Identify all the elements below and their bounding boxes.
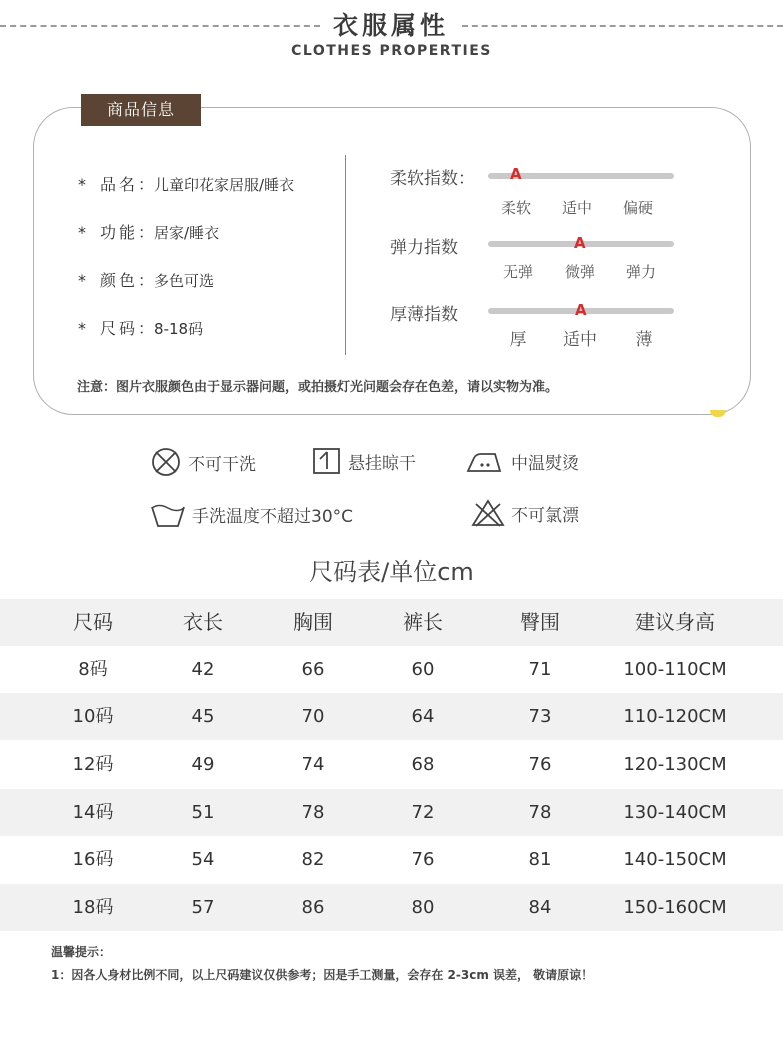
hip-cell: 76	[528, 754, 552, 775]
height-cell: 100-110CM	[623, 659, 727, 680]
hip-cell: 78	[528, 802, 552, 823]
column-header: 臀围	[520, 610, 560, 634]
hip-cell: 71	[528, 659, 552, 680]
thickness-option: 薄	[635, 330, 653, 350]
length-cell: 49	[191, 754, 215, 775]
no-dry-clean-icon	[150, 446, 182, 478]
softness-option: 偏硬	[622, 199, 653, 217]
product-info-tag: 商品信息	[81, 94, 201, 126]
height-cell: 120-130CM	[623, 754, 727, 775]
softness-option: 适中	[561, 199, 592, 217]
decorative-dot	[710, 410, 726, 417]
thickness-label: 厚薄指数	[390, 305, 458, 325]
column-header: 裤长	[403, 610, 443, 634]
column-header: 衣长	[183, 610, 223, 634]
chest-cell: 82	[301, 849, 325, 870]
pants-length-cell: 72	[411, 802, 435, 823]
tips-title: 温馨提示：	[51, 945, 112, 959]
pants-length-cell: 64	[411, 706, 435, 727]
table-row	[0, 741, 783, 788]
care-medium-iron	[465, 446, 579, 476]
column-header: 胸围	[293, 610, 333, 634]
header-divider-left	[0, 25, 320, 27]
care-hang-dry	[312, 446, 416, 476]
size-cell: 12码	[72, 754, 114, 775]
length-cell: 45	[191, 706, 215, 727]
care-label: 不可氯漂	[511, 505, 579, 526]
chest-cell: 74	[301, 754, 325, 775]
size-table-header	[0, 599, 783, 646]
pants-length-cell: 76	[411, 849, 435, 870]
elasticity-marker: A	[574, 234, 586, 252]
softness-marker: A	[510, 165, 522, 183]
hang-dry-icon	[312, 446, 342, 476]
table-row	[0, 646, 783, 693]
care-label: 悬挂晾干	[348, 453, 416, 474]
table-row	[0, 884, 783, 931]
chest-cell: 70	[301, 706, 325, 727]
table-row	[0, 836, 783, 883]
care-no-dry-clean	[150, 446, 256, 478]
chest-cell: 66	[301, 659, 325, 680]
pants-length-cell: 80	[411, 897, 435, 918]
attribute-name: * 品名：儿童印花家居服/睡衣	[78, 175, 295, 194]
chest-cell: 78	[301, 802, 325, 823]
tips-line: 1：因各人身材比例不同，以上尺码建议仅供参考；因是手工测量，会存在 2-3cm 误差， 敬请原谅！	[51, 968, 594, 982]
no-bleach-icon	[471, 498, 505, 528]
attribute-color: * 颜色：多色可选	[78, 271, 215, 290]
info-divider	[345, 155, 346, 355]
chest-cell: 86	[301, 897, 325, 918]
color-disclaimer: 注意：图片衣服颜色由于显示器问题，或拍摄灯光问题会存在色差，请以实物为准。	[77, 380, 559, 395]
care-label: 中温熨烫	[511, 453, 579, 474]
attribute-function: * 功能：居家/睡衣	[78, 223, 220, 242]
length-cell: 51	[191, 802, 215, 823]
size-cell: 18码	[72, 897, 114, 918]
pants-length-cell: 60	[411, 659, 435, 680]
care-hand-wash	[150, 499, 353, 529]
thickness-option: 厚	[509, 330, 527, 350]
size-cell: 8码	[78, 659, 108, 680]
length-cell: 54	[191, 849, 215, 870]
height-cell: 140-150CM	[623, 849, 727, 870]
size-cell: 16码	[72, 849, 114, 870]
size-cell: 14码	[72, 802, 114, 823]
thickness-option: 适中	[563, 330, 597, 350]
height-cell: 110-120CM	[623, 706, 727, 727]
hip-cell: 84	[528, 897, 552, 918]
length-cell: 42	[191, 659, 215, 680]
size-table-title: 尺码表/单位cm	[309, 558, 474, 586]
care-label: 手洗温度不超过30°C	[192, 506, 354, 527]
height-cell: 130-140CM	[623, 802, 727, 823]
header-divider-right	[462, 25, 783, 27]
elasticity-option: 微弹	[564, 263, 595, 281]
column-header: 建议身高	[635, 610, 715, 634]
pants-length-cell: 68	[411, 754, 435, 775]
care-no-bleach	[471, 498, 579, 528]
height-cell: 150-160CM	[623, 897, 727, 918]
page-subtitle: CLOTHES PROPERTIES	[291, 43, 492, 59]
elasticity-option: 无弹	[502, 263, 533, 281]
column-header: 尺码	[73, 610, 113, 634]
hip-cell: 81	[528, 849, 552, 870]
page-title: 衣服属性	[332, 11, 449, 40]
iron-icon	[465, 446, 505, 476]
softness-option: 柔软	[500, 199, 531, 217]
hand-wash-icon	[150, 499, 186, 529]
elasticity-option: 弹力	[625, 263, 656, 281]
care-label: 不可干洗	[188, 454, 256, 475]
thickness-marker: A	[575, 301, 587, 319]
table-row	[0, 789, 783, 836]
table-row	[0, 693, 783, 740]
attribute-size: * 尺码：8-18码	[78, 319, 204, 338]
length-cell: 57	[191, 897, 215, 918]
softness-label: 柔软指数：	[390, 169, 475, 189]
size-cell: 10码	[72, 706, 114, 727]
hip-cell: 73	[528, 706, 552, 727]
elasticity-label: 弹力指数	[390, 238, 458, 258]
